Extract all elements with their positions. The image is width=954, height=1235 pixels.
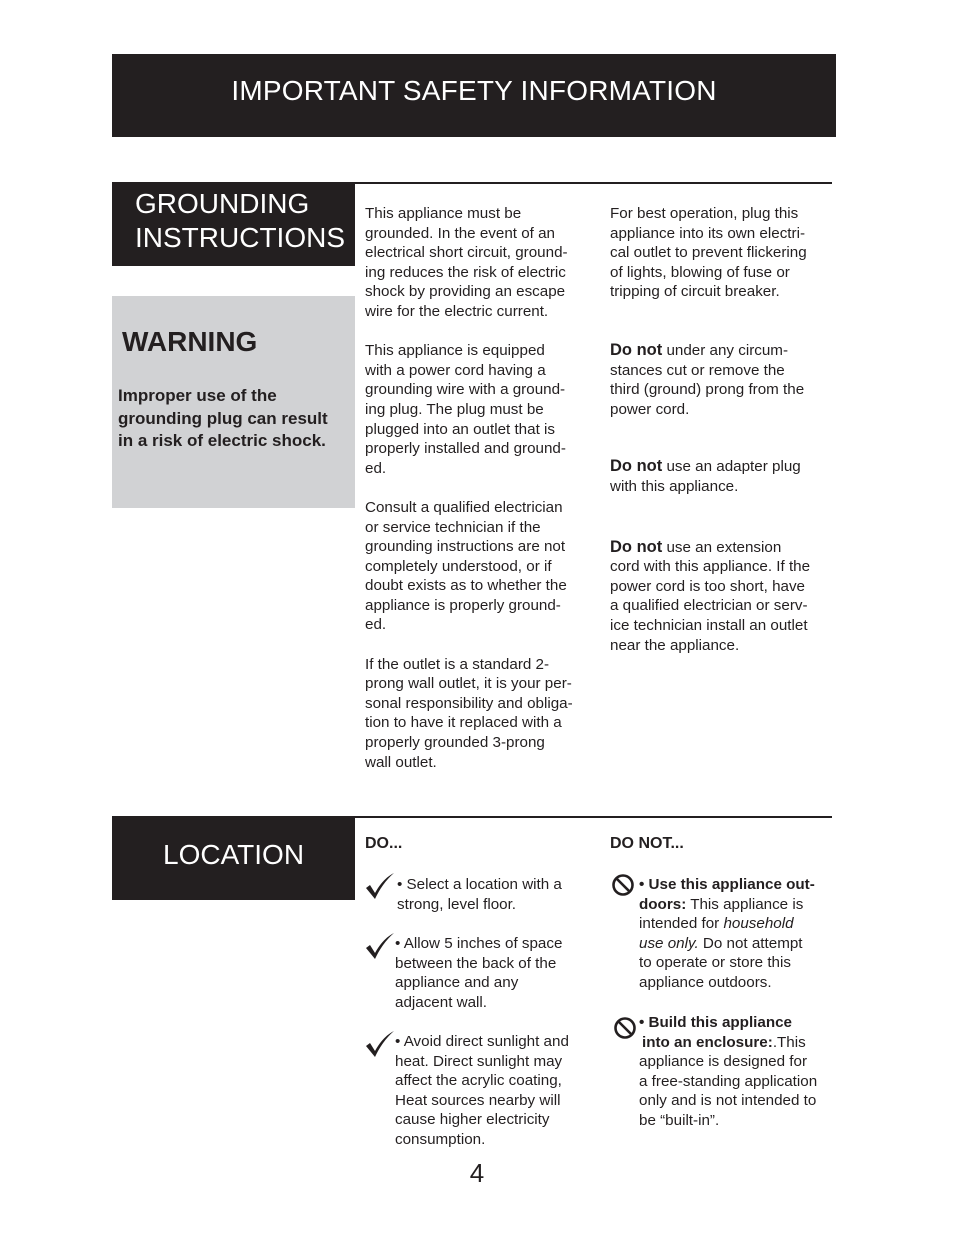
- grounding-paragraph-2: [365, 341, 600, 478]
- paragraph-line: tripping of circuit breaker.: [610, 283, 780, 301]
- do-item-line: affect the acrylic coating,: [395, 1072, 562, 1090]
- donot-text: use an adapter plug: [662, 458, 801, 476]
- checkmark-icon: [365, 872, 395, 900]
- paragraph-line: with a power cord having a: [365, 361, 546, 379]
- paragraph-line: appliance is properly ground-: [365, 596, 561, 614]
- paragraph-line: completely understood, or if: [365, 557, 552, 575]
- grounding-title-line1: GROUNDING: [135, 188, 310, 219]
- paragraph-line: power cord is too short, have: [610, 577, 806, 595]
- donot-item-bold: doors:: [639, 895, 687, 913]
- do-item-line: strong, level floor.: [397, 895, 517, 913]
- paragraph-line: prong wall outlet, it is your per-: [365, 675, 572, 693]
- paragraph-line: doubt exists as to whether the: [365, 577, 567, 595]
- donot-item-text: to operate or store this: [639, 954, 791, 972]
- paragraph-line: ing reduces the risk of electric: [365, 263, 566, 281]
- paragraph-line: power cord.: [610, 400, 690, 418]
- donot-item-text: a free-standing application: [639, 1072, 818, 1090]
- donot-extension-rest: [610, 557, 835, 655]
- warning-text-line: in a risk of electric shock.: [118, 431, 326, 450]
- warning-panel: [112, 296, 355, 508]
- do-item-2: [395, 934, 562, 1012]
- donot-item-italic: household: [723, 915, 794, 933]
- donot-adapter-rest: [610, 477, 835, 497]
- paragraph-line: properly grounded 3-prong: [365, 734, 545, 752]
- grounding-best-operation: [610, 204, 835, 302]
- donot-adapter: [610, 457, 835, 496]
- prohibited-icon: [613, 1016, 637, 1040]
- paragraph-line: wall outlet.: [365, 753, 437, 771]
- paragraph-line: appliance into its own electri-: [610, 224, 806, 242]
- paragraph-line: tion to have it replaced with a: [365, 714, 562, 732]
- grounding-title-box: [112, 182, 355, 266]
- section-divider-grounding: [355, 182, 832, 184]
- paragraph-line: grounding instructions are not: [365, 538, 566, 556]
- donot-item-text: .This: [772, 1033, 806, 1051]
- do-item-line: • Select a location with a: [397, 876, 562, 893]
- paragraph-line: ing plug. The plug must be: [365, 400, 544, 418]
- warning-title: WARNING: [122, 326, 258, 357]
- paragraph-line: plugged into an outlet that is: [365, 420, 555, 438]
- do-item-line: • Allow 5 inches of space: [395, 935, 563, 952]
- page-number: 4: [469, 1158, 485, 1188]
- donot-heading: DO NOT...: [610, 835, 684, 852]
- donot-item-text: appliance outdoors.: [639, 973, 772, 991]
- header-banner: [112, 54, 836, 137]
- paragraph-line: cal outlet to prevent flickering: [610, 244, 807, 262]
- paragraph-line: electrical short circuit, ground-: [365, 244, 568, 262]
- section-divider-location: [355, 816, 832, 818]
- paragraph-line: a qualified electrician or serv-: [610, 597, 808, 615]
- grounding-column-1: [365, 204, 600, 772]
- donot-item-bold: • Use this appliance out-: [639, 876, 815, 893]
- do-item-line: heat. Direct sunlight may: [395, 1052, 563, 1070]
- paragraph-line: of lights, blowing of fuse or: [610, 263, 790, 281]
- donot-item-outdoors: [639, 875, 815, 993]
- donot-text: under any circum-: [662, 341, 788, 359]
- paragraph-line: near the appliance.: [610, 636, 740, 654]
- location-title: LOCATION: [163, 839, 305, 870]
- warning-text-line: grounding plug can result: [118, 408, 328, 428]
- paragraph-line: third (ground) prong from the: [610, 381, 805, 399]
- grounding-title-line2: INSTRUCTIONS: [135, 222, 345, 253]
- donot-cut-prong: [610, 341, 835, 419]
- grounding-column-2: [610, 204, 835, 655]
- paragraph-line: with this appliance.: [610, 477, 739, 495]
- paragraph-line: This appliance is equipped: [365, 342, 545, 360]
- checkmark-icon: [365, 1030, 395, 1058]
- donot-item-bold: • Build this appliance: [639, 1014, 792, 1031]
- warning-text-line: Improper use of the: [118, 386, 277, 405]
- donot-item-bold: into an enclosure:: [642, 1033, 773, 1051]
- donot-label: Do not: [610, 537, 663, 556]
- donot-item-italic: use only.: [639, 934, 699, 952]
- do-item-line: consumption.: [395, 1130, 486, 1148]
- donot-item-text: only and is not intended to: [639, 1092, 817, 1110]
- paragraph-line: wire for the electric current.: [365, 302, 549, 320]
- checkmark-icon: [365, 932, 395, 960]
- paragraph-line: This appliance must be: [365, 205, 522, 222]
- paragraph-line: cord with this appliance. If the: [610, 558, 811, 576]
- do-item-1: [397, 875, 562, 914]
- do-item-line: • Avoid direct sunlight and: [395, 1033, 569, 1050]
- paragraph-line: sonal responsibility and obliga-: [365, 694, 573, 712]
- paragraph-line: ed.: [365, 616, 387, 634]
- paragraph-line: shock by providing an escape: [365, 283, 566, 301]
- location-title-box: [112, 816, 355, 900]
- donot-extension: [610, 538, 835, 656]
- donot-label: Do not: [610, 457, 663, 476]
- do-item-line: cause higher electricity: [395, 1111, 550, 1129]
- donot-label: Do not: [610, 340, 663, 359]
- paragraph-line: Consult a qualified electrician: [365, 498, 563, 516]
- paragraph-line: stances cut or remove the: [610, 361, 785, 379]
- paragraph-line: If the outlet is a standard 2-: [365, 655, 550, 673]
- donot-item-text: Do not attempt: [698, 934, 803, 952]
- do-item-line: Heat sources nearby will: [395, 1091, 561, 1109]
- donot-cut-prong-rest: [610, 361, 835, 420]
- grounding-paragraph-1: [365, 204, 600, 322]
- paragraph-line: grounded. In the event of an: [365, 224, 555, 242]
- grounding-paragraph-3: [365, 498, 600, 635]
- paragraph-line: or service technician if the: [365, 518, 541, 536]
- donot-item-text: This appliance is: [686, 895, 804, 913]
- warning-text: [118, 385, 328, 453]
- prohibited-icon: [611, 873, 635, 897]
- do-item-3: [395, 1032, 569, 1150]
- paragraph-line: ed.: [365, 459, 387, 477]
- paragraph-line: grounding wire with a ground-: [365, 381, 566, 399]
- paragraph-line: For best operation, plug this: [610, 205, 799, 222]
- donot-item-text: appliance is designed for: [639, 1053, 808, 1071]
- do-heading: DO...: [365, 835, 403, 852]
- donot-text: use an extension: [662, 538, 782, 556]
- do-item-line: adjacent wall.: [395, 993, 488, 1011]
- paragraph-line: properly installed and ground-: [365, 440, 566, 458]
- do-item-line: appliance and any: [395, 974, 519, 992]
- donot-item-enclosure: [639, 1013, 817, 1131]
- paragraph-line: ice technician install an outlet: [610, 616, 808, 634]
- do-item-line: between the back of the: [395, 954, 557, 972]
- donot-item-text: intended for: [639, 915, 724, 933]
- donot-item-text: be “built-in”.: [639, 1111, 720, 1129]
- grounding-paragraph-4: [365, 655, 600, 773]
- header-title: IMPORTANT SAFETY INFORMATION: [231, 75, 717, 106]
